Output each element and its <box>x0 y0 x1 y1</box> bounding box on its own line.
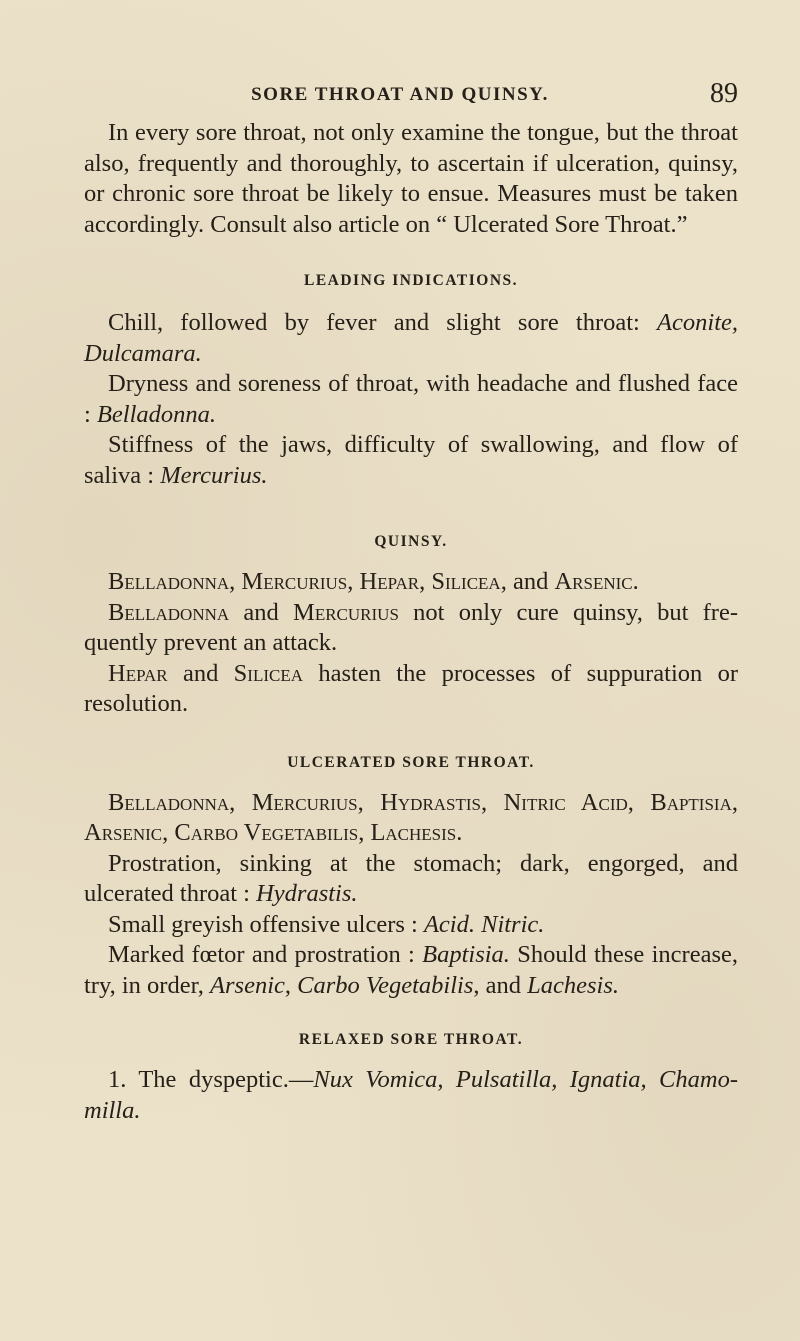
ulcerated-item <box>84 940 738 1001</box>
running-title: SORE THROAT AND QUINSY. <box>251 84 549 105</box>
paragraph-text: not only cure quinsy, but frequently prevent an attack. <box>84 598 738 656</box>
ulcerated-item-text: Marked fœtor and prostration : <box>108 941 423 968</box>
ulcerated-item-text: Prostration, sinking at the stomach; dark, engorged, and ulcerated throat : <box>84 849 738 907</box>
remedy-name: Lachesis. <box>527 971 620 999</box>
remedy-name: Hepar, <box>359 568 432 595</box>
remedy-name: Mercurius, <box>241 568 360 595</box>
ulcerated-remedies-line: Belladonna, Mercurius, Hydrastis, Nitric Acid, Baptisia, Arsenic, Carbo Vegetabilis, Lachesis. <box>84 788 738 846</box>
page-body <box>84 118 738 1126</box>
running-head <box>0 78 800 114</box>
remedy-name: Belladonna, <box>108 568 242 595</box>
leading-item-remedy: Aconite, Dulcamara. <box>84 309 738 367</box>
page-number: 89 <box>710 78 738 109</box>
ulcerated-item-remedy: Acid. Nitric. <box>423 910 545 938</box>
quinsy-paragraph <box>84 598 738 659</box>
ulcerated-item <box>84 910 738 941</box>
remedy-name: Mercurius <box>293 598 399 626</box>
ulcerated-heading: ULCERATED SORE THROAT. <box>287 753 535 771</box>
leading-indications-heading: LEADING INDICATIONS. <box>303 272 519 289</box>
remedy-name: Silicea, <box>431 568 513 595</box>
quinsy-heading: QUINSY. <box>374 533 448 550</box>
conjunction: and <box>512 568 555 595</box>
remedy-name: Belladonna <box>108 598 230 626</box>
relaxed-item-text: 1. The dyspeptic.— <box>108 1066 314 1093</box>
ulcerated-item-text: Small greyish offensive ulcers : <box>108 910 424 938</box>
leading-item <box>84 308 738 369</box>
conjunction: and <box>229 598 294 626</box>
remedy-name: Carbo Vegetabilis <box>297 971 474 999</box>
punctuation: , <box>284 971 298 999</box>
relaxed-heading: RELAXED SORE THROAT. <box>298 1031 524 1048</box>
leading-item-text: Dryness and soreness of throat, with headache and flushed face : <box>84 370 738 428</box>
punctuation: , and <box>473 971 528 999</box>
intro-paragraph: In every sore throat, not only examine the tongue, but the throat also, frequently and thoroughly, to ascertain if ulceration, quinsy, or chronic sore throat be likely to ensue. Measures must be taken accordingly. Consult also article on “ Ulcerated Sore Throat.” <box>84 119 738 238</box>
conjunction: and <box>167 659 234 687</box>
ulcerated-item <box>84 849 738 910</box>
ulcerated-item-remedy: Hydrastis. <box>256 880 358 907</box>
quinsy-paragraph <box>84 659 738 720</box>
leading-item-text: Chill, followed by fever and slight sore throat: <box>108 309 658 336</box>
leading-item-remedy: Belladonna. <box>96 400 217 428</box>
remedy-name: Hepar <box>108 659 168 687</box>
ulcerated-item-remedy: Baptisia. <box>422 941 510 968</box>
relaxed-item <box>84 1065 738 1126</box>
paragraph-text: hasten the processes of suppuration or resolution. <box>84 659 739 717</box>
leading-item-text: Stiffness of the jaws, difficulty of swallowing, and flow of saliva : <box>84 431 738 489</box>
quinsy-remedies-line <box>84 567 738 598</box>
ulcerated-item-tail: Should these increase, try, in order, <box>84 941 738 999</box>
leading-item-remedy: Mercurius. <box>160 461 268 489</box>
remedy-name: Arsenic <box>210 971 285 999</box>
leading-item <box>84 430 738 491</box>
remedy-name: Silicea <box>233 659 304 687</box>
relaxed-item-remedy: Nux Vomica, Pulsatilla, Ignatia, Chamomilla. <box>84 1066 738 1124</box>
remedy-name: Arsenic. <box>554 568 639 595</box>
leading-item <box>84 369 738 430</box>
